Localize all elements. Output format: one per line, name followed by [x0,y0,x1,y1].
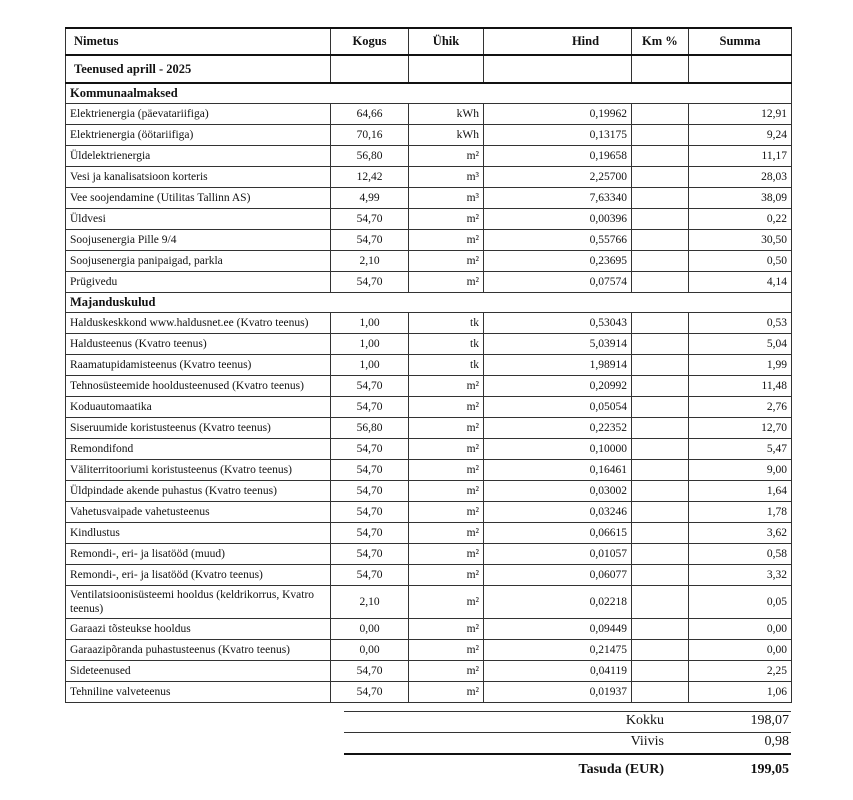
section-title: Kommunaalmaksed [66,83,331,104]
cell-unit: m² [409,251,484,272]
cell-sum: 3,32 [689,565,792,586]
cell-name: Halduskeskkond www.haldusnet.ee (Kvatro teenus) [66,313,331,334]
cell-km [632,661,689,682]
cell-name: Elektrienergia (päevatariifiga) [66,104,331,125]
cell-sum: 38,09 [689,188,792,209]
cell-km [632,188,689,209]
cell-unit: m² [409,376,484,397]
cell-sum: 2,76 [689,397,792,418]
cell-price: 7,63340 [484,188,632,209]
cell-price: 2,25700 [484,167,632,188]
table-row [66,376,792,397]
cell-km [632,439,689,460]
cell-name: Koduautomaatika [66,397,331,418]
totals-top-line [344,711,791,712]
kokku-value: 198,07 [750,713,789,728]
cell-unit: m³ [409,188,484,209]
cell-unit: m² [409,619,484,640]
cell-km [632,586,689,619]
cell-sum: 9,24 [689,125,792,146]
period-row [66,55,792,83]
cell-km [632,334,689,355]
cell-km [632,481,689,502]
cell-unit: m² [409,481,484,502]
cell-sum: 30,50 [689,230,792,251]
table-row [66,188,792,209]
cell-name: Üldelektrienergia [66,146,331,167]
cell-km [632,460,689,481]
cell-km [632,355,689,376]
cell-sum: 3,62 [689,523,792,544]
table-row [66,481,792,502]
cell-qty: 64,66 [331,104,409,125]
table-row [66,272,792,293]
cell-sum: 0,50 [689,251,792,272]
header-qty: Kogus [331,28,409,55]
cell-price: 0,16461 [484,460,632,481]
cell-name: Üldpindade akende puhastus (Kvatro teenus) [66,481,331,502]
table-row [66,397,792,418]
cell-qty: 54,70 [331,661,409,682]
cell-sum: 1,78 [689,502,792,523]
cell-sum: 0,58 [689,544,792,565]
cell-unit: m² [409,640,484,661]
cell-qty: 70,16 [331,125,409,146]
table-row [66,104,792,125]
cell-sum: 11,48 [689,376,792,397]
section-row [66,293,792,313]
section-row [66,83,792,104]
cell-km [632,619,689,640]
cell-price: 0,07574 [484,272,632,293]
table-row [66,334,792,355]
cell-km [632,167,689,188]
cell-price: 0,03002 [484,481,632,502]
cell-unit: tk [409,355,484,376]
table-row [66,146,792,167]
viivis-label: Viivis [630,734,664,749]
cell-unit: m² [409,439,484,460]
cell-name: Vesi ja kanalisatsioon korteris [66,167,331,188]
cell-unit: m² [409,565,484,586]
cell-price: 0,19962 [484,104,632,125]
cell-price: 0,23695 [484,251,632,272]
cell-price: 1,98914 [484,355,632,376]
cell-sum: 12,91 [689,104,792,125]
cell-sum: 12,70 [689,418,792,439]
cell-unit: m² [409,460,484,481]
cell-name: Garaazipõranda puhastusteenus (Kvatro teenus) [66,640,331,661]
cell-price: 0,13175 [484,125,632,146]
cell-name: Tehnosüsteemide hooldusteenused (Kvatro teenus) [66,376,331,397]
total-row-kokku [344,713,791,731]
header-unit: Ühik [409,28,484,55]
viivis-value: 0,98 [764,734,789,749]
table-row [66,125,792,146]
cell-price: 0,09449 [484,619,632,640]
cell-qty: 56,80 [331,418,409,439]
cell-price: 0,05054 [484,397,632,418]
cell-name: Kindlustus [66,523,331,544]
cell-price: 0,03246 [484,502,632,523]
cell-unit: m² [409,146,484,167]
table-row [66,523,792,544]
table-row [66,313,792,334]
cell-name: Ventilatsioonisüsteemi hooldus (keldrikorrus, Kvatro teenus) [66,586,331,619]
cell-name: Üldvesi [66,209,331,230]
table-row [66,230,792,251]
cell-price: 0,01937 [484,682,632,703]
cell-qty: 54,70 [331,209,409,230]
cell-name: Vee soojendamine (Utilitas Tallinn AS) [66,188,331,209]
table-row [66,661,792,682]
cell-km [632,251,689,272]
tasuda-label: Tasuda (EUR) [578,762,664,777]
cell-sum: 0,00 [689,640,792,661]
table-row [66,355,792,376]
cell-price: 0,10000 [484,439,632,460]
cell-name: Raamatupidamisteenus (Kvatro teenus) [66,355,331,376]
cell-unit: m² [409,502,484,523]
cell-qty: 12,42 [331,167,409,188]
cell-unit: m² [409,661,484,682]
table-header-row [66,28,792,55]
cell-km [632,544,689,565]
table-row [66,460,792,481]
header-sum: Summa [689,28,792,55]
cell-sum: 4,14 [689,272,792,293]
cell-name: Väliterritooriumi koristusteenus (Kvatro teenus) [66,460,331,481]
cell-unit: m² [409,586,484,619]
cell-km [632,376,689,397]
cell-unit: m² [409,272,484,293]
totals-bottom-line [344,753,791,755]
cell-name: Tehniline valveteenus [66,682,331,703]
table-row [66,586,792,619]
kokku-label: Kokku [625,713,664,728]
cell-price: 0,20992 [484,376,632,397]
cell-sum: 0,22 [689,209,792,230]
cell-km [632,125,689,146]
cell-unit: kWh [409,125,484,146]
cell-sum: 5,47 [689,439,792,460]
table-row [66,251,792,272]
cell-qty: 0,00 [331,619,409,640]
table-row [66,682,792,703]
cell-qty: 54,70 [331,544,409,565]
tasuda-value: 199,05 [750,762,789,777]
cell-qty: 54,70 [331,682,409,703]
cell-price: 0,19658 [484,146,632,167]
cell-qty: 54,70 [331,460,409,481]
header-name: Nimetus [66,28,331,55]
cell-sum: 28,03 [689,167,792,188]
cell-sum: 1,99 [689,355,792,376]
table-row [66,640,792,661]
total-row-tasuda [344,762,791,780]
totals-mid-line [344,732,791,733]
cell-sum: 9,00 [689,460,792,481]
cell-sum: 1,64 [689,481,792,502]
cell-qty: 54,70 [331,272,409,293]
cell-unit: kWh [409,104,484,125]
cell-qty: 54,70 [331,481,409,502]
cell-qty: 54,70 [331,376,409,397]
cell-price: 0,01057 [484,544,632,565]
cell-unit: m³ [409,167,484,188]
cell-km [632,230,689,251]
cell-unit: tk [409,313,484,334]
cell-km [632,397,689,418]
total-row-viivis [344,734,791,752]
cell-qty: 4,99 [331,188,409,209]
cell-price: 0,02218 [484,586,632,619]
section-title: Majanduskulud [66,293,331,313]
cell-qty: 2,10 [331,251,409,272]
cell-price: 0,53043 [484,313,632,334]
cell-unit: m² [409,544,484,565]
cell-name: Remondi-, eri- ja lisatööd (Kvatro teenus) [66,565,331,586]
cell-sum: 11,17 [689,146,792,167]
header-km: Km % [632,28,689,55]
cell-qty: 54,70 [331,565,409,586]
invoice-table [65,27,792,703]
cell-unit: m² [409,209,484,230]
table-row [66,619,792,640]
cell-km [632,209,689,230]
cell-km [632,565,689,586]
cell-qty: 1,00 [331,355,409,376]
cell-sum: 2,25 [689,661,792,682]
cell-unit: m² [409,230,484,251]
cell-km [632,523,689,544]
cell-name: Remondi-, eri- ja lisatööd (muud) [66,544,331,565]
cell-unit: m² [409,682,484,703]
cell-name: Sideteenused [66,661,331,682]
cell-qty: 54,70 [331,523,409,544]
cell-price: 0,21475 [484,640,632,661]
cell-km [632,146,689,167]
cell-name: Soojusenergia panipaigad, parkla [66,251,331,272]
cell-km [632,502,689,523]
cell-qty: 56,80 [331,146,409,167]
table-row [66,167,792,188]
cell-name: Haldusteenus (Kvatro teenus) [66,334,331,355]
table-row [66,209,792,230]
period-title: Teenused aprill - 2025 [66,55,331,83]
cell-price: 0,06615 [484,523,632,544]
cell-qty: 2,10 [331,586,409,619]
cell-km [632,640,689,661]
cell-name: Elektrienergia (öötariifiga) [66,125,331,146]
cell-unit: m² [409,523,484,544]
cell-price: 0,00396 [484,209,632,230]
cell-name: Garaazi tõsteukse hooldus [66,619,331,640]
cell-unit: tk [409,334,484,355]
cell-price: 0,04119 [484,661,632,682]
table-row [66,502,792,523]
cell-sum: 0,05 [689,586,792,619]
cell-name: Prügivedu [66,272,331,293]
cell-km [632,682,689,703]
header-price: Hind [484,28,632,55]
cell-km [632,313,689,334]
cell-sum: 0,00 [689,619,792,640]
cell-name: Remondifond [66,439,331,460]
cell-km [632,272,689,293]
table-row [66,544,792,565]
cell-name: Soojusenergia Pille 9/4 [66,230,331,251]
cell-price: 5,03914 [484,334,632,355]
cell-sum: 1,06 [689,682,792,703]
table-row [66,565,792,586]
cell-price: 0,06077 [484,565,632,586]
cell-sum: 5,04 [689,334,792,355]
cell-qty: 54,70 [331,397,409,418]
cell-name: Siseruumide koristusteenus (Kvatro teenus) [66,418,331,439]
cell-price: 0,55766 [484,230,632,251]
cell-unit: m² [409,397,484,418]
cell-qty: 0,00 [331,640,409,661]
cell-price: 0,22352 [484,418,632,439]
cell-qty: 1,00 [331,334,409,355]
cell-sum: 0,53 [689,313,792,334]
cell-unit: m² [409,418,484,439]
cell-qty: 54,70 [331,502,409,523]
cell-name: Vahetusvaipade vahetusteenus [66,502,331,523]
cell-qty: 54,70 [331,230,409,251]
cell-km [632,104,689,125]
cell-km [632,418,689,439]
cell-qty: 54,70 [331,439,409,460]
cell-qty: 1,00 [331,313,409,334]
table-row [66,439,792,460]
table-row [66,418,792,439]
